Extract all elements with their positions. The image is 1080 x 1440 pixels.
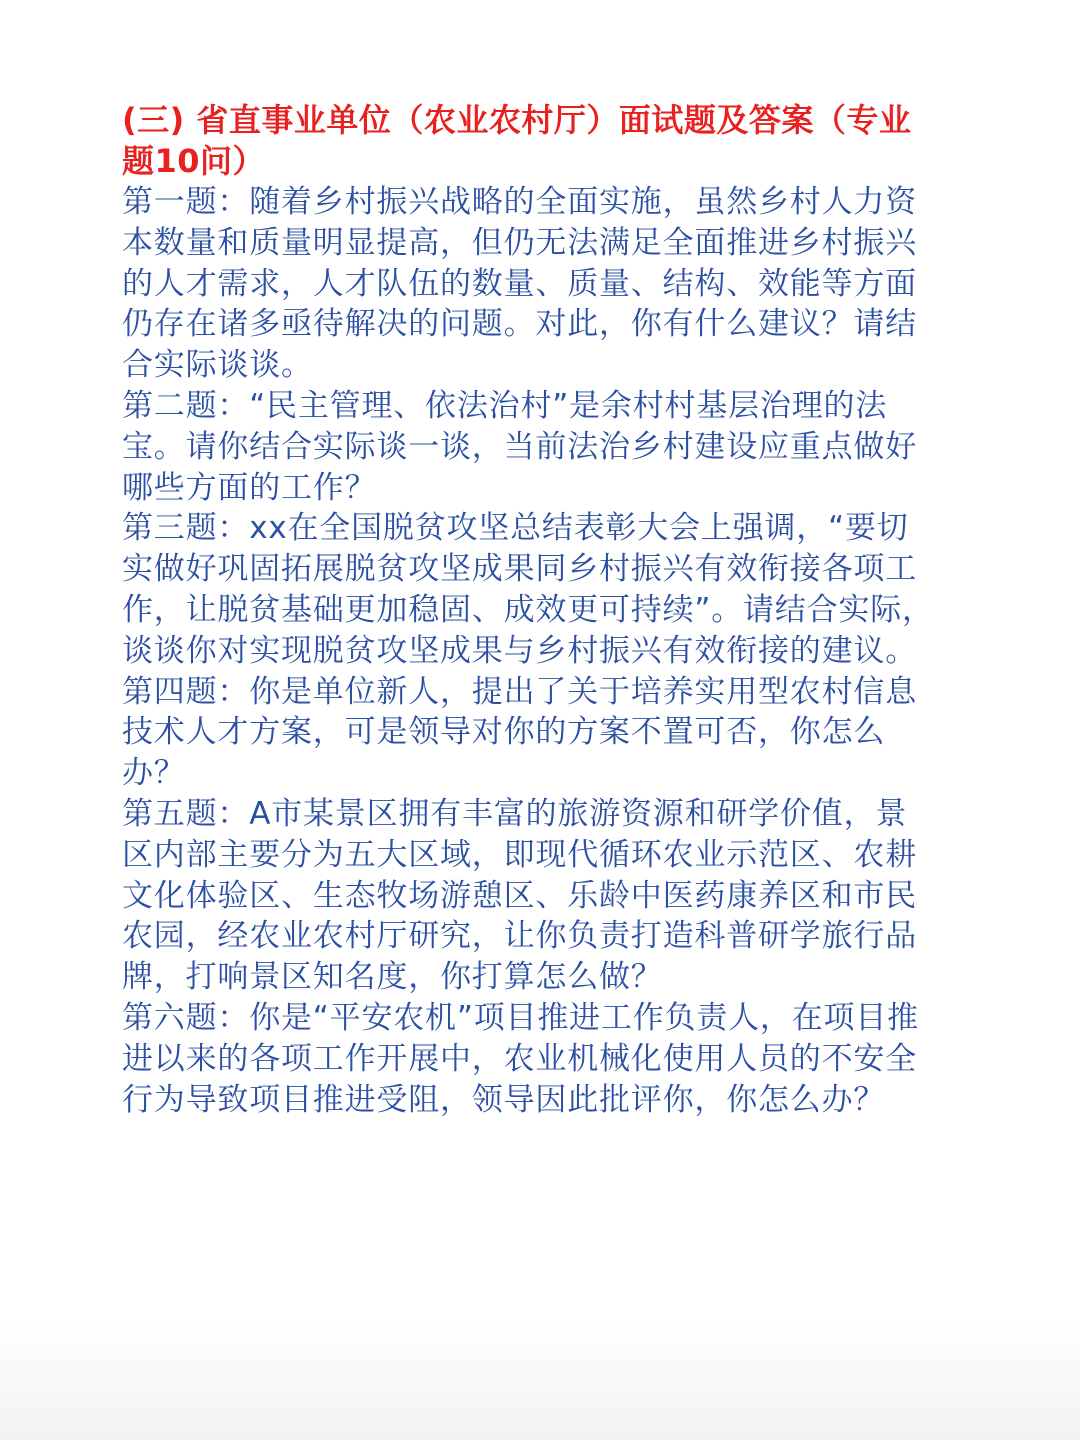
question-4: 第四题：你是单位新人，提出了关于培养实用型农村信息技术人才方案，可是领导对你的方案不置可否，你怎么办？	[122, 673, 917, 792]
document-title: (三) 省直事业单位（农业农村厅）面试题及答案（专业题10问）	[122, 101, 912, 180]
question-1: 第一题：随着乡村振兴战略的全面实施，虽然乡村人力资本数量和质量明显提高，但仍无法满足全面推进乡村振兴的人才需求，人才队伍的数量、质量、结构、效能等方面仍存在诸多亟待解决的问题。对此，你有什么建议？请结合实际谈谈。	[122, 184, 917, 384]
question-5: 第五题：A市某景区拥有丰富的旅游资源和研学价值，景区内部主要分为五大区域，即现代循环农业示范区、农耕文化体验区、生态牧场游憩区、乐龄中医药康养区和市民农园，经农业农村厅研究，让你负责打造科普研学旅行品牌，打响景区知名度，你打算怎么做？	[122, 795, 917, 996]
question-6: 第六题：你是“平安农机”项目推进工作负责人，在项目推进以来的各项工作开展中，农业机械化使用人员的不安全行为导致项目推进受阻，领导因此批评你，你怎么办？	[122, 999, 919, 1118]
document-content	[122, 100, 937, 1120]
question-3: 第三题：xx在全国脱贫攻坚总结表彰大会上强调，“要切实做好巩固拓展脱贫攻坚成果同乡村振兴有效衔接各项工作，让脱贫基础更加稳固、成效更可持续”。请结合实际，谈谈你对实现脱贫攻坚成果与乡村振兴有效衔接的建议。	[122, 510, 934, 669]
question-2: 第二题：“民主管理、依法治村”是余村村基层治理的法宝。请你结合实际谈一谈，当前法治乡村建设应重点做好哪些方面的工作？	[122, 387, 917, 506]
